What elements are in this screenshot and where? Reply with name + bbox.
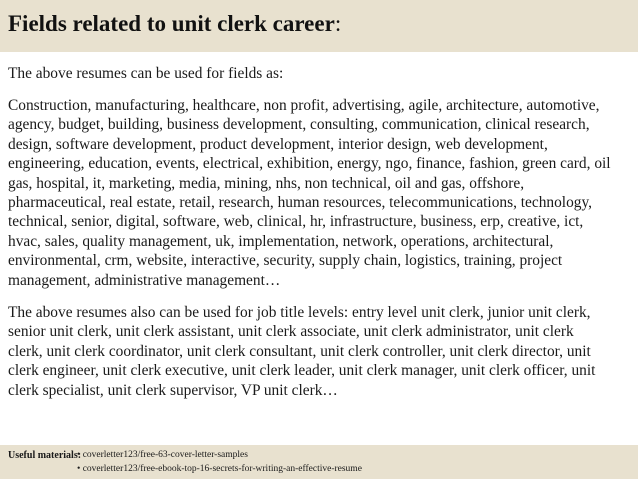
footer-label: Useful materials: [8, 450, 82, 461]
fields-paragraph [8, 96, 634, 290]
fields-line: agency, budget, building, business development, consulting, communication, clinical research, [8, 116, 590, 134]
levels-line: clerk specialist, unit clerk supervisor, VP unit clerk… [8, 381, 338, 399]
fields-line: pharmaceutical, real estate, retail, research, human resources, telecommunications, technology, [8, 194, 593, 212]
title-text: Fields related to unit clerk career [8, 11, 335, 36]
footer-link-resume-ebook[interactable]: • coverletter123/free-ebook-top-16-secrets-for-writing-an-effective-resume [77, 464, 362, 474]
levels-line: The above resumes also can be used for job title levels: entry level unit clerk, junior unit clerk, [8, 304, 591, 321]
footer-bar [0, 445, 638, 479]
fields-line: environmental, crm, website, interactive, security, supply chain, logistics, training, project [8, 252, 563, 270]
fields-line: hvac, sales, quality management, uk, implementation, network, operations, architectural, [8, 232, 554, 250]
fields-line: Construction, manufacturing, healthcare, non profit, advertising, agile, architecture, automotive, [8, 97, 600, 114]
title-colon: : [334, 11, 342, 36]
page-title [8, 11, 341, 37]
fields-line: management, administrative management… [8, 271, 281, 289]
footer-link-cover-letter-samples[interactable]: • coverletter123/free-63-cover-letter-samples [77, 450, 248, 460]
fields-line: engineering, education, events, electrical, exhibition, energy, ngo, finance, fashion, green card, oil [8, 155, 611, 173]
levels-line: senior unit clerk, unit clerk assistant, unit clerk associate, unit clerk administrator, unit clerk [8, 323, 574, 341]
fields-line: design, software development, product development, interior design, web development, [8, 135, 548, 153]
intro-text: The above resumes can be used for fields as: [8, 65, 284, 82]
levels-line: clerk, unit clerk coordinator, unit clerk consultant, unit clerk controller, unit clerk director, unit [8, 342, 591, 360]
job-levels-paragraph [8, 303, 634, 400]
fields-line: technical, senior, digital, software, web, clinical, hr, infrastructure, business, erp, creative, ict, [8, 213, 584, 231]
levels-line: clerk engineer, unit clerk executive, unit clerk leader, unit clerk manager, unit clerk officer, unit [8, 362, 596, 380]
fields-line: gas, hospital, it, marketing, media, mining, nhs, non technical, oil and gas, offshore, [8, 174, 525, 192]
title-bar [0, 0, 638, 52]
